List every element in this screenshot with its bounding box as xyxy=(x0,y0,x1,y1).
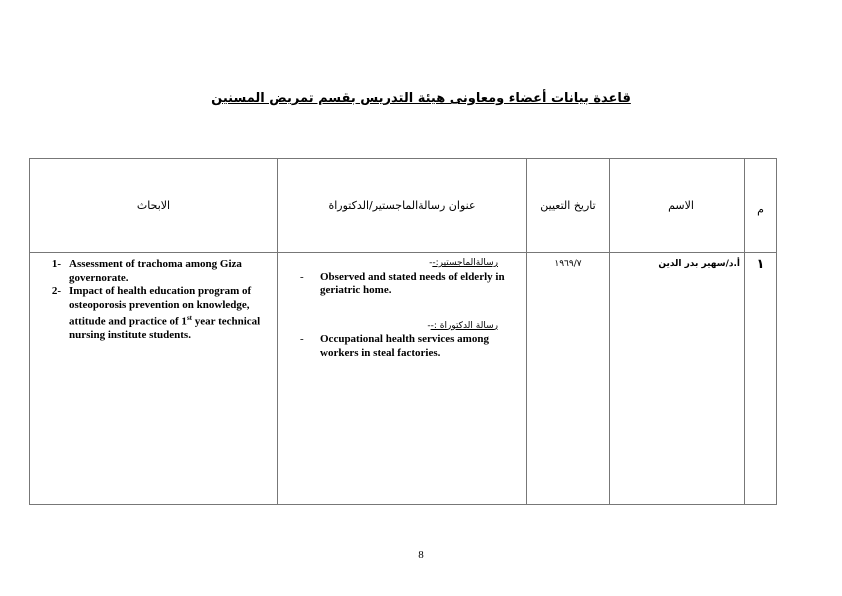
research-cell xyxy=(30,253,278,505)
masters-thesis: - Observed and stated needs of elderly in geriatric home. xyxy=(284,271,520,298)
list-item xyxy=(36,258,271,285)
header-number: م xyxy=(745,159,777,253)
list-item-text: Assessment of trachoma among Giza governorate. xyxy=(69,258,242,284)
appointment-date: ١٩٦٩/٧ xyxy=(554,259,582,269)
doctorate-title: Occupational health services among workers in steal factories. xyxy=(320,333,489,359)
faculty-table xyxy=(29,158,777,505)
name-cell xyxy=(610,253,745,505)
page-number: 8 xyxy=(418,549,424,561)
table-header-row xyxy=(30,159,777,253)
row-number: ١ xyxy=(756,257,765,272)
research-list xyxy=(30,253,277,343)
page-title: قاعدة بيانات أعضاء ومعاونى هيئة التدريس بقسم تمريض المسنين xyxy=(211,91,631,106)
header-appointment-date: تاريخ التعيين xyxy=(527,159,610,253)
header-thesis: عنوان رسالةالماجستير/الدكتوراة xyxy=(278,159,527,253)
thesis-cell xyxy=(278,253,527,505)
list-item xyxy=(36,285,271,343)
number-cell xyxy=(745,253,777,505)
list-item-number: 1- xyxy=(51,258,61,270)
masters-title: Observed and stated needs of elderly in geriatric home. xyxy=(320,270,505,296)
header-research: الابحاث xyxy=(30,159,278,253)
masters-heading: رسالةالماجستير:-- xyxy=(429,258,498,268)
member-name: أ.د/سهير بدر الدين xyxy=(658,259,740,269)
doctorate-thesis: - Occupational health services among workers in steal factories. xyxy=(284,333,520,360)
doctorate-heading: رسالة الدكتوراة :-- xyxy=(427,320,498,331)
table-row xyxy=(30,253,777,505)
appointment-date-cell xyxy=(527,253,610,505)
list-item-number: 2- xyxy=(51,285,61,297)
list-item-text: Impact of health education program of osteoporosis prevention on knowledge, attitude and practice of 1st year technical nursing institute students. xyxy=(69,285,261,342)
header-name: الاسم xyxy=(610,159,745,253)
